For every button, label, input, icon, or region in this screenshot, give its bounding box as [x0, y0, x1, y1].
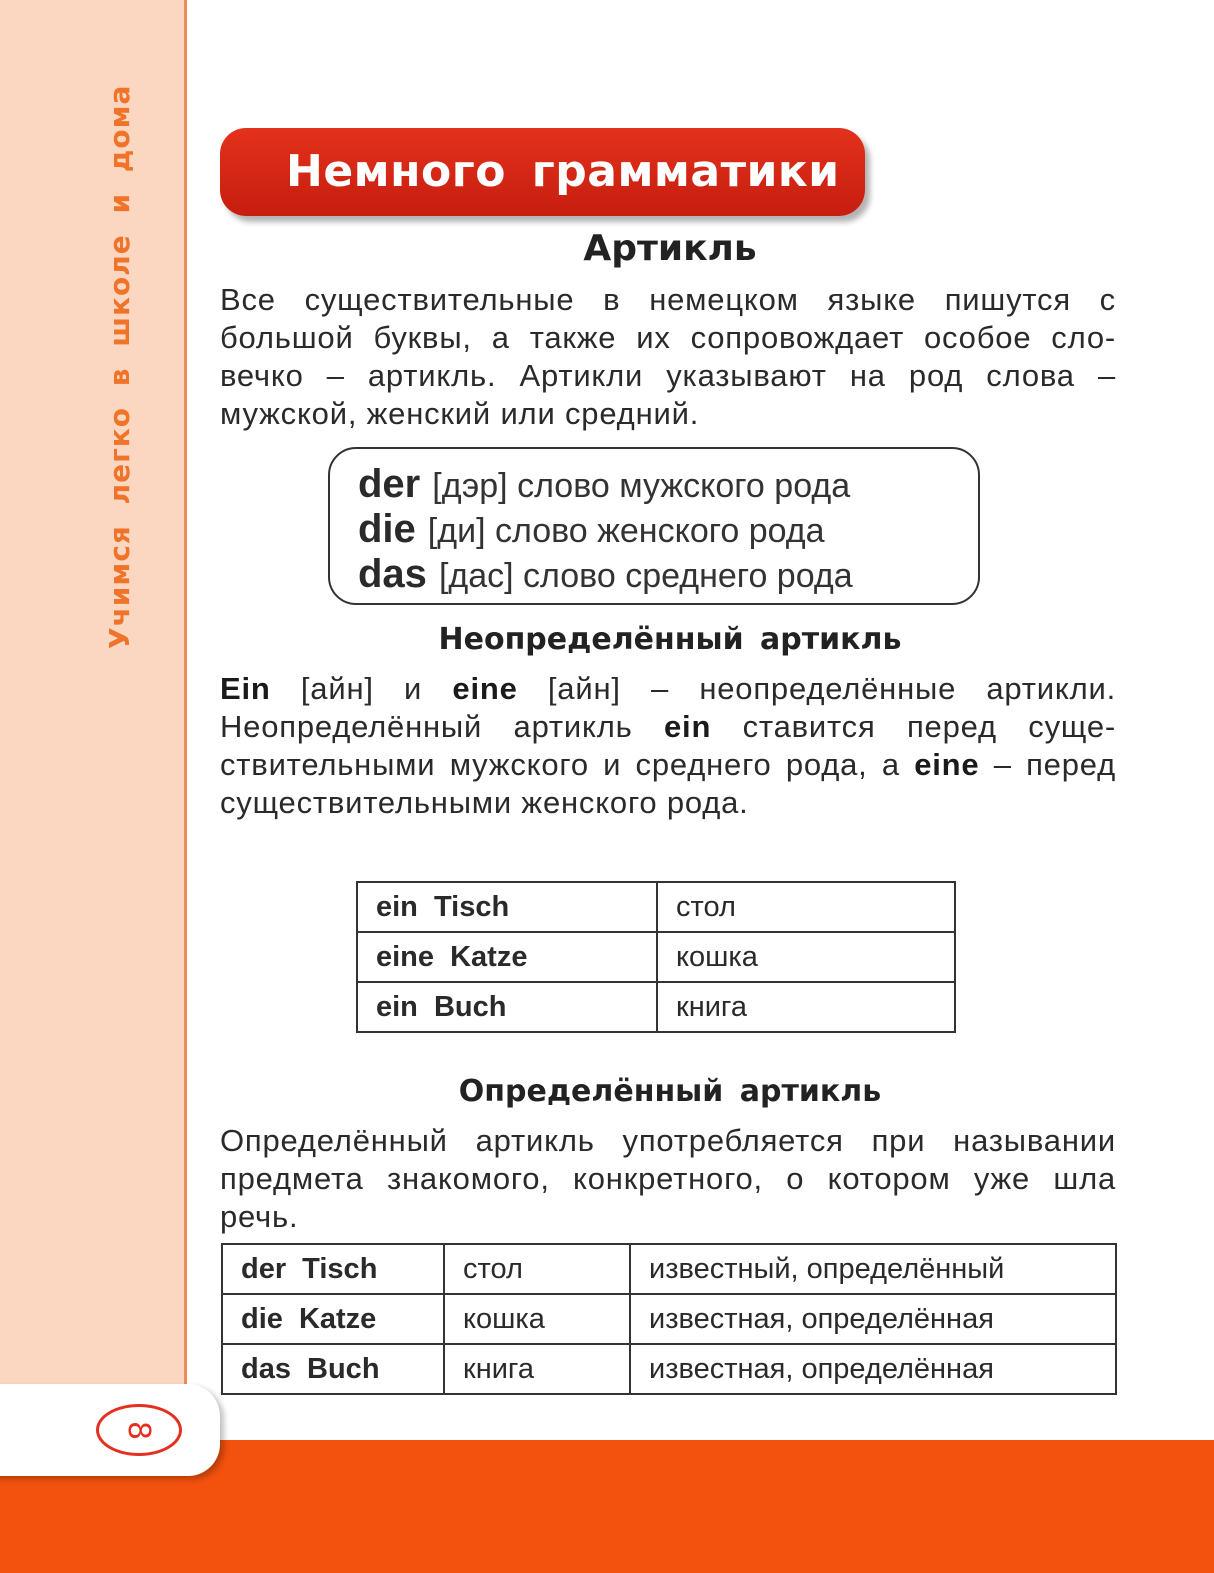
table-row [222, 1244, 1116, 1294]
heading-definite-article: Определённый артикль [458, 1074, 882, 1109]
article-row-der [358, 463, 978, 508]
paragraph-text: ставится перед суще-ствительными мужского и среднего рода, а [220, 709, 1116, 782]
term-ein: Ein [220, 671, 271, 706]
sidebar-strip [0, 0, 187, 1573]
term-eine: eine [914, 747, 980, 782]
term-eine: eine [452, 671, 518, 706]
russian-cell: стол [657, 882, 955, 932]
page-title: Немного грамматики [220, 128, 865, 216]
meaning-cell: известный, определённый [630, 1244, 1116, 1294]
german-cell: ein Buch [357, 982, 657, 1032]
article-row-das [358, 553, 978, 598]
paragraph-definite-article: Определённый артикль употребляется при назывании предмета знакомого, конкретного, о котором уже шла речь. [220, 1123, 1116, 1234]
russian-cell: книга [657, 982, 955, 1032]
russian-cell: кошка [657, 932, 955, 982]
german-cell: das Buch [222, 1344, 444, 1394]
meaning-cell: известная, определённая [630, 1344, 1116, 1394]
definite-article-table [221, 1243, 1117, 1395]
table-row [222, 1344, 1116, 1394]
paragraph-text: – перед существительными женского рода. [220, 747, 1116, 820]
russian-cell: кошка [444, 1294, 630, 1344]
heading-indefinite-article: Неопределённый артикль [438, 622, 902, 657]
german-cell: die Katze [222, 1294, 444, 1344]
indefinite-article-table [356, 881, 956, 1033]
term-ein: ein [664, 709, 712, 744]
article-description: [дэр] слово мужского рода [432, 467, 851, 505]
table-row [357, 982, 955, 1032]
table-row [222, 1294, 1116, 1344]
page-number-value: 8 [121, 1420, 157, 1440]
german-cell: ein Tisch [357, 882, 657, 932]
article-description: [дас] слово среднего рода [438, 557, 853, 595]
page-number [96, 1404, 182, 1456]
russian-cell: книга [444, 1344, 630, 1394]
paragraph-article-intro: Все существительные в немецком языке пишутся с большой буквы, а также их сопровождает особое сло-вечко – артикль. Артикли указывают на род слова – мужской, женский или средний. [220, 282, 1116, 431]
article-word: das [358, 552, 427, 596]
sidebar-vertical-text: Учимся легко в школе и дома [103, 84, 136, 649]
articles-box [328, 447, 980, 605]
article-description: [ди] слово женского рода [427, 512, 825, 550]
article-row-die [358, 508, 978, 553]
table-row [357, 932, 955, 982]
article-word: der [358, 462, 421, 506]
paragraph-text: [айн] – неопределённые артикли. Неопределённый артикль [220, 671, 1116, 744]
table-row [357, 882, 955, 932]
german-cell: der Tisch [222, 1244, 444, 1294]
german-cell: eine Katze [357, 932, 657, 982]
meaning-cell: известная, определённая [630, 1294, 1116, 1344]
paragraph-indefinite-article [220, 670, 1116, 822]
article-word: die [358, 507, 416, 551]
paragraph-text: [айн] и [270, 671, 453, 706]
heading-article: Артикль [583, 228, 757, 269]
russian-cell: стол [444, 1244, 630, 1294]
